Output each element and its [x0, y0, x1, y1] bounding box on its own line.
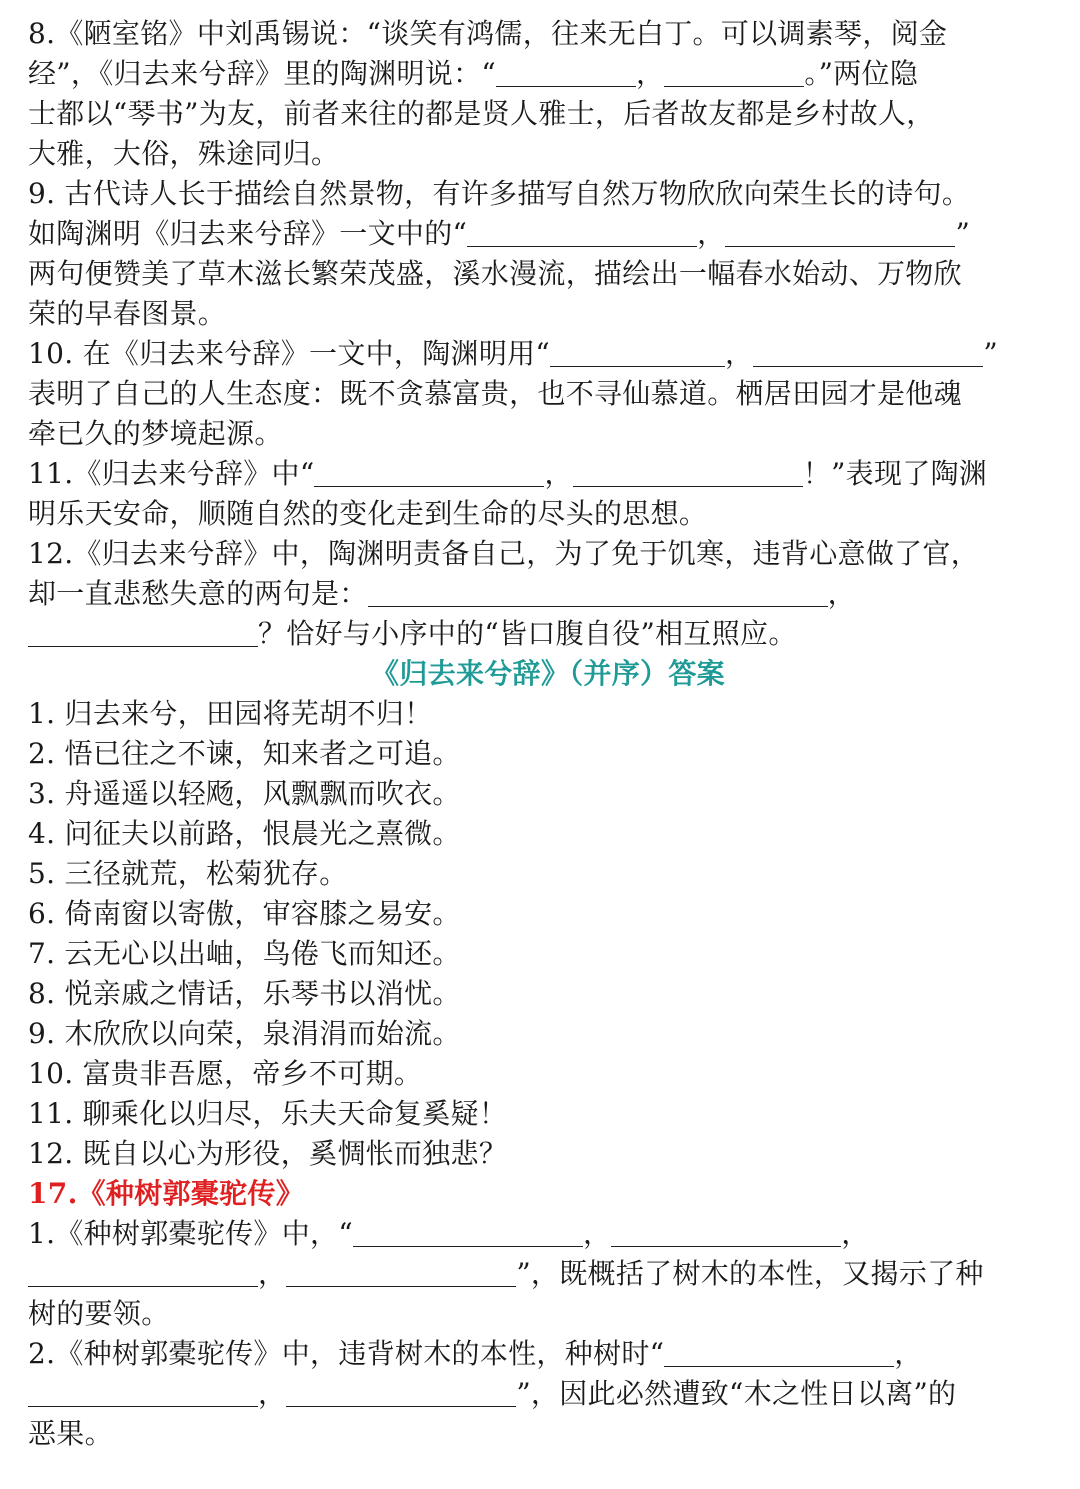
q11-line-2: 明乐天安命，顺随自然的变化走到生命的尽头的思想。: [28, 497, 708, 530]
fill-blank[interactable]: [664, 58, 804, 87]
answer-item: 6. 倚南窗以寄傲，审容膝之易安。: [28, 897, 461, 930]
q9-line-1: 9. 古代诗人长于描绘自然景物，有许多描写自然万物欣欣向荣生长的诗句。: [28, 177, 971, 210]
fill-blank[interactable]: [550, 338, 725, 367]
s17q2-line-1: 2.《种树郭橐驼传》中，违背树木的本性，种树时“ ，: [28, 1337, 923, 1370]
q9-line-4: 荣的早春图景。: [28, 297, 227, 330]
answer-item: 4. 问征夫以前路，恨晨光之熹微。: [28, 817, 461, 850]
q9-line-2: 如陶渊明《归去来兮辞》一文中的“ ， ”: [28, 217, 971, 250]
answer-item: 3. 舟遥遥以轻飏，风飘飘而吹衣。: [28, 777, 461, 810]
q10-line-2: 表明了自己的人生态度：既不贪慕富贵，也不寻仙慕道。栖居田园才是他魂: [28, 377, 962, 410]
s17q1-line-1: 1.《种树郭橐驼传》中，“ ， ，: [28, 1217, 870, 1250]
answer-item: 1. 归去来兮，田园将芜胡不归！: [28, 697, 433, 730]
section-17-heading: 17.《种树郭橐驼传》: [28, 1177, 305, 1210]
answer-item: 11. 聊乘化以归尽，乐夫天命复奚疑！: [28, 1097, 508, 1130]
answer-item: 2. 悟已往之不谏，知来者之可追。: [28, 737, 461, 770]
s17q2-line-2: ， ”，因此必然遭致“木之性日以离”的: [28, 1374, 1058, 1414]
q12-line-1: 12.《归去来兮辞》中，陶渊明责备自己，为了免于饥寒，违背心意做了官，: [28, 537, 980, 570]
answer-item: 5. 三径就荒，松菊犹存。: [28, 857, 348, 890]
s17q1-line-3: 树的要领。: [28, 1297, 170, 1330]
fill-blank[interactable]: [314, 458, 544, 487]
fill-blank[interactable]: [28, 618, 258, 647]
q11-line-1: 11.《归去来兮辞》中“ ， ！”表现了陶渊: [28, 457, 988, 490]
q10-line-1: 10. 在《归去来兮辞》一文中，陶渊明用“ ， ”: [28, 337, 998, 370]
answer-item: 9. 木欣欣以向荣，泉涓涓而始流。: [28, 1017, 461, 1050]
q9-line-3: 两句便赞美了草木滋长繁荣茂盛，溪水漫流，描绘出一幅春水始动、万物欣: [28, 257, 962, 290]
s17q2-line-3: 恶果。: [28, 1417, 113, 1450]
fill-blank[interactable]: [368, 578, 828, 607]
fill-blank[interactable]: [573, 458, 803, 487]
q8-line-3: 士都以“琴书”为友，前者来往的都是贤人雅士，后者故友都是乡村故人，: [28, 97, 935, 130]
fill-blank[interactable]: [286, 1258, 516, 1287]
q8-line-2: 经”，《归去来兮辞》里的陶渊明说：“ ， 。”两位隐: [28, 57, 919, 90]
s17q1-line-2: ， ”，既概括了树木的本性，又揭示了种: [28, 1254, 1058, 1294]
answer-item: 8. 悦亲戚之情话，乐琴书以消忧。: [28, 977, 461, 1010]
fill-blank[interactable]: [496, 58, 636, 87]
answer-item: 7. 云无心以出岫，鸟倦飞而知还。: [28, 937, 461, 970]
q8-line-4: 大雅，大俗，殊途同归。: [28, 137, 340, 170]
fill-blank[interactable]: [353, 1218, 583, 1247]
fill-blank[interactable]: [286, 1378, 516, 1407]
fill-blank[interactable]: [611, 1218, 841, 1247]
fill-blank[interactable]: [28, 1258, 258, 1287]
answers-heading: 《归去来兮辞》（并序）答案: [371, 657, 725, 690]
fill-blank[interactable]: [28, 1378, 258, 1407]
fill-blank[interactable]: [753, 338, 983, 367]
fill-blank[interactable]: [467, 218, 697, 247]
answers-list: [28, 694, 1058, 1174]
q12-line-2: 却一直悲愁失意的两句是： ，: [28, 577, 856, 610]
fill-blank[interactable]: [664, 1338, 894, 1367]
answer-item: 12. 既自以心为形役，奚惆怅而独悲？: [28, 1137, 508, 1170]
q12-line-3: ？恰好与小序中的“皆口腹自役”相互照应。: [28, 614, 1058, 654]
q10-line-3: 牵已久的梦境起源。: [28, 417, 283, 450]
answer-item: 10. 富贵非吾愿，帝乡不可期。: [28, 1057, 423, 1090]
q8-line-1: 8.《陋室铭》中刘禹锡说：“谈笑有鸿儒，往来无白丁。可以调素琴，阅金: [28, 17, 948, 50]
fill-blank[interactable]: [725, 218, 955, 247]
